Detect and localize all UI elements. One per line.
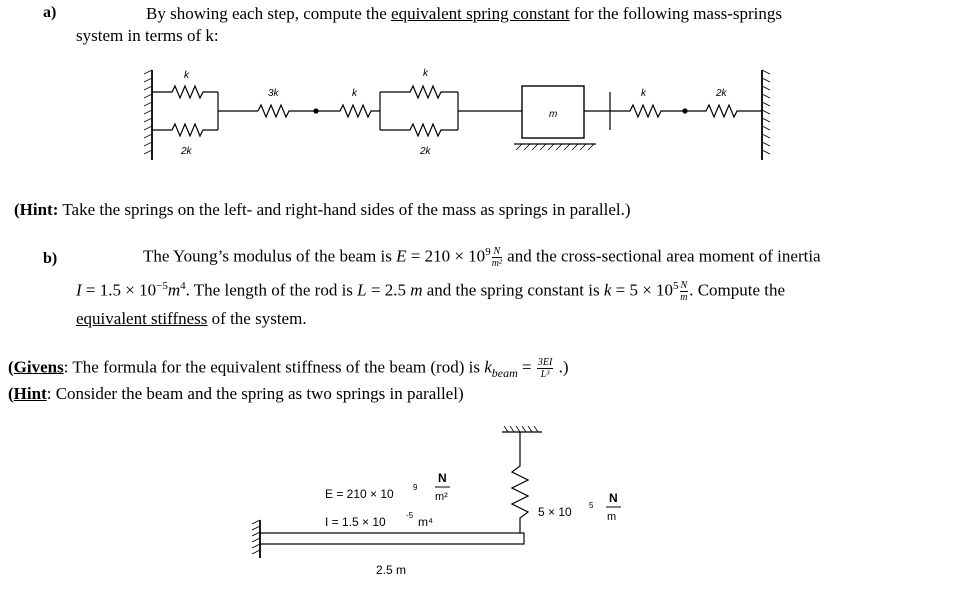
L-symbol: L bbox=[357, 280, 367, 300]
spring-label-series-1: 3k bbox=[268, 88, 279, 99]
part-a-line1 bbox=[146, 4, 782, 24]
givens-line bbox=[8, 357, 568, 381]
part-b-line2-mid: . The length of the rod is bbox=[185, 280, 358, 300]
fig-I-text: I = 1.5 × 10 bbox=[325, 515, 386, 529]
part-b-hint bbox=[8, 384, 464, 404]
part-a-keyword: equivalent spring constant bbox=[391, 4, 570, 23]
kbeam-subscript: beam bbox=[491, 365, 518, 380]
givens-end: .) bbox=[554, 357, 569, 377]
hint-label: (Hint: bbox=[14, 200, 59, 219]
k-unit: $\frac{N}{m}$ bbox=[680, 280, 688, 304]
givens-label: Givens bbox=[13, 357, 64, 377]
spring-label-left-top: k bbox=[184, 70, 189, 81]
I-value: = 1.5 × 10 bbox=[81, 280, 157, 300]
E-symbol: E bbox=[396, 246, 407, 266]
givens-open-paren: ( bbox=[8, 357, 14, 377]
fig-spring-exp: 5 bbox=[589, 501, 594, 510]
part-b-label: b) bbox=[43, 250, 58, 267]
spring-label-right-2: 2k bbox=[716, 88, 727, 99]
kbeam-formula: $\frac{3EI}{\text{L³}}$ bbox=[537, 357, 553, 380]
fig-I-exp: -5 bbox=[406, 511, 414, 520]
fig-E-exp: 9 bbox=[413, 483, 418, 492]
part-a-line1-pre: By showing each step, compute the bbox=[146, 4, 392, 23]
fig-spring-unit-den: m bbox=[607, 511, 617, 523]
kbeam-symbol: k bbox=[484, 357, 492, 377]
part-b-line2 bbox=[76, 280, 785, 303]
fig-I-unit: m⁴ bbox=[418, 515, 434, 529]
E-exponent: 9 bbox=[485, 246, 491, 258]
I-unit-exponent: 4 bbox=[180, 280, 186, 292]
part-b-hint-label: Hint bbox=[13, 384, 47, 403]
E-value: = 210 × 10 bbox=[406, 246, 486, 266]
k-exponent: 5 bbox=[673, 280, 679, 292]
E-unit: $\frac{N}{\text{m²}}$ bbox=[491, 246, 502, 270]
hint-open-paren: ( bbox=[8, 384, 14, 403]
spring-label-left-bottom: 2k bbox=[181, 146, 192, 157]
k-symbol: k bbox=[603, 280, 612, 300]
part-a-line2: system in terms of k: bbox=[76, 26, 219, 45]
part-b-line1-pre: The Young’s modulus of the beam is bbox=[143, 246, 397, 266]
givens-text: : The formula for the equivalent stiffness of the beam (rod) is bbox=[63, 357, 485, 377]
part-a-label: a) bbox=[43, 4, 57, 21]
k-value: = 5 × 10 bbox=[611, 280, 674, 300]
L-value: = 2.5 bbox=[366, 280, 411, 300]
I-symbol: I bbox=[76, 280, 82, 300]
mass-label: m bbox=[549, 109, 558, 120]
part-b-line3-post: of the system. bbox=[207, 309, 307, 328]
part-a-line1-post: for the following mass-springs bbox=[569, 4, 782, 23]
part-b-line2-post: . Compute the bbox=[689, 280, 786, 300]
spring-label-series-2: k bbox=[352, 88, 357, 99]
fig-spring-unit-num: N bbox=[609, 491, 618, 505]
fig-spring-text: 5 × 10 bbox=[538, 505, 572, 519]
part-a-hint bbox=[14, 200, 631, 220]
L-unit: m bbox=[410, 280, 423, 300]
fig-E-unit-den: m² bbox=[435, 491, 448, 503]
fig-E-text: E = 210 × 10 bbox=[325, 487, 394, 501]
equivalent-stiffness-keyword: equivalent stiffness bbox=[76, 309, 208, 328]
spring-label-mid-top: k bbox=[423, 68, 428, 79]
spring-label-mid-bottom: 2k bbox=[420, 146, 431, 157]
part-b-line2-mid2: and the spring constant is bbox=[422, 280, 604, 300]
part-b-line1 bbox=[143, 246, 821, 269]
hint-text: Take the springs on the left- and right-hand sides of the mass as springs in parallel.) bbox=[58, 200, 631, 219]
fig-E-unit-num: N bbox=[438, 471, 447, 485]
I-unit: m bbox=[167, 280, 181, 300]
part-b-line3 bbox=[76, 309, 307, 329]
I-exponent: −5 bbox=[156, 280, 168, 292]
part-b-line1-post: and the cross-sectional area moment of inertia bbox=[502, 246, 821, 266]
beam-spring-figure bbox=[240, 420, 640, 588]
part-b-hint-text: : Consider the beam and the spring as two springs in parallel) bbox=[46, 384, 464, 403]
kbeam-equals: = bbox=[517, 357, 536, 377]
mass-spring-diagram bbox=[140, 62, 780, 172]
fig-length-label: 2.5 m bbox=[376, 563, 407, 577]
spring-label-right-1: k bbox=[641, 88, 646, 99]
